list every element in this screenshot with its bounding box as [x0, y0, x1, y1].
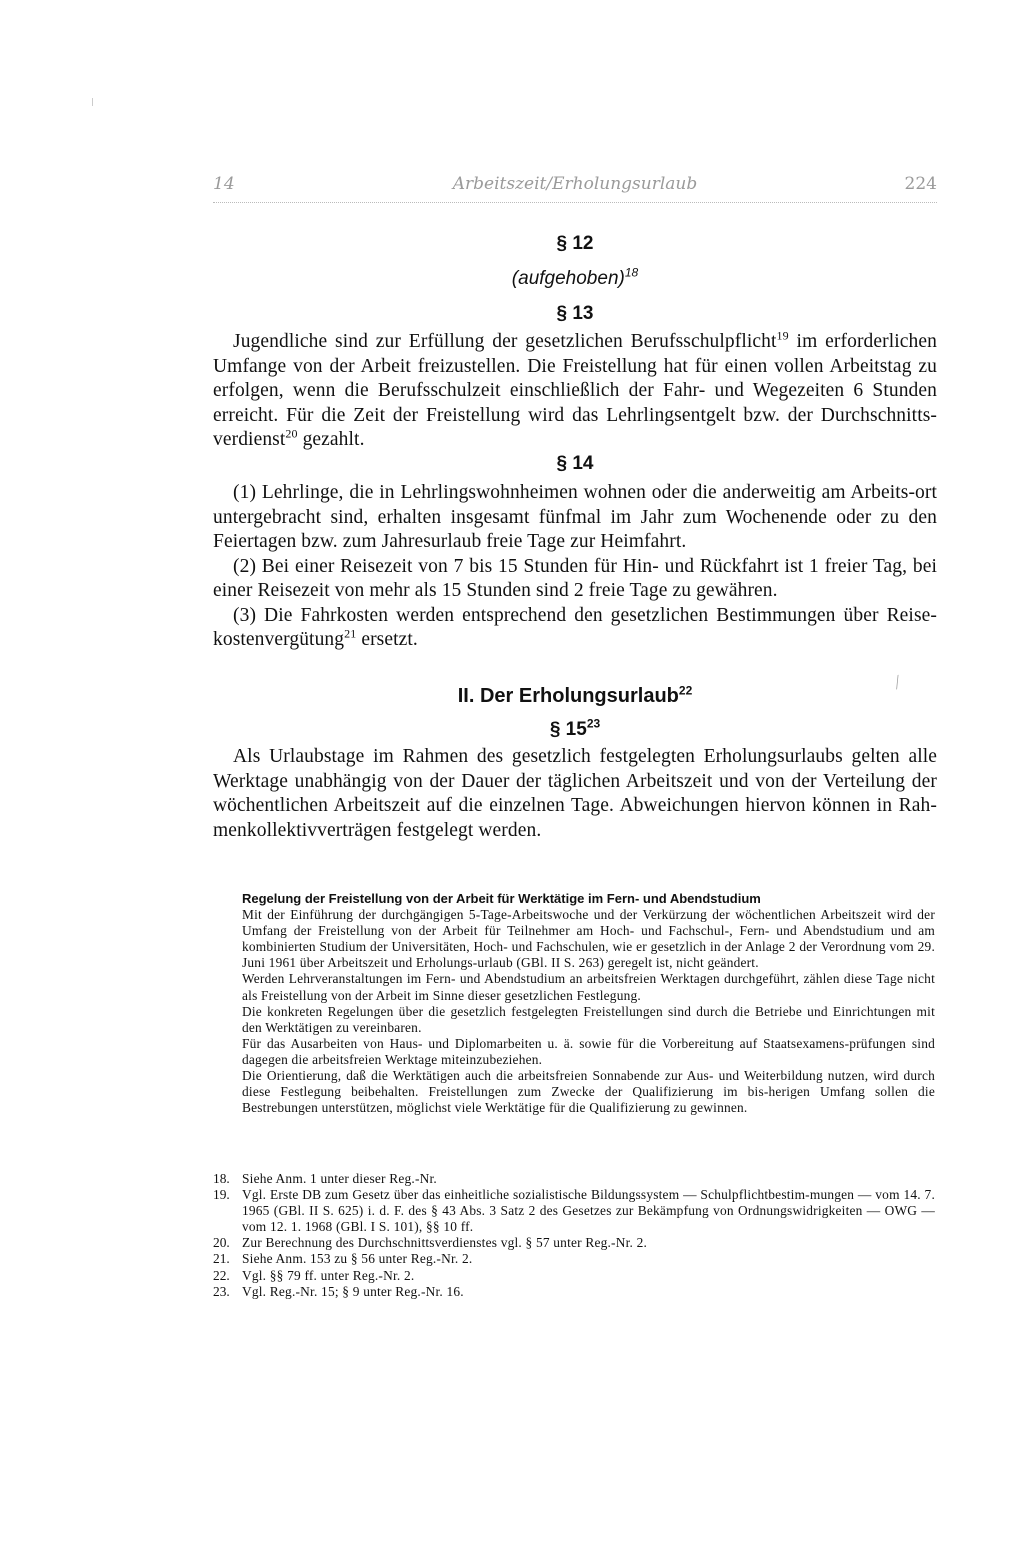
- footnote-number: 22.: [213, 1267, 230, 1283]
- footnote-number: 21.: [213, 1251, 230, 1267]
- section-14-title: § 14: [556, 453, 594, 474]
- footnote: [213, 1187, 935, 1235]
- section-14-paragraph-2: (2) Bei einer Reisezeit von 7 bis 15 Stunden für Hin- und Rückfahrt ist 1 freier Tag, bei einer Reisezeit von mehr als 15 Stunden sind 2 freie Tage zu gewähren.: [213, 555, 937, 601]
- section-15-title: [213, 718, 937, 742]
- section-12-title: § 12: [556, 233, 594, 254]
- footnote-ref: 20: [285, 426, 298, 441]
- footnote-ref: 23: [586, 716, 601, 731]
- footnote: [213, 1171, 935, 1187]
- paragraph-text: ersetzt.: [356, 629, 418, 650]
- part-2-heading-text: II. Der Erholungsurlaub: [457, 685, 679, 707]
- paragraph-text: (3) Die Fahrkosten werden entsprechend den gesetzlichen Bestimmungen über Reise-kostenvergütung: [213, 604, 937, 650]
- page-header: [213, 172, 937, 202]
- footnote-text: Vgl. Erste DB zum Gesetz über das einheitliche sozialistische Bildungssystem — Schulpflichtbestim-mungen — vom 14. 7. 1965 (GBl. II S. 625) i. d. F. des § 43 Abs. 3 Satz 2 des Gesetzes zur Bekämpfung von Ordnungswidrigkeiten — OWG — vom 12. 1. 1968 (GBl. I S. 101), §§ 10 ff.: [242, 1187, 935, 1235]
- footnote-ref: 18: [624, 265, 639, 280]
- note-paragraph: Die konkreten Regelungen über die gesetzlich festgelegten Freistellungen sind durch die Betriebe und Einrichtungen mit den Werktätigen zu vereinbaren.: [242, 1003, 935, 1035]
- footnote-text: Vgl. Reg.-Nr. 15; § 9 unter Reg.-Nr. 16.: [242, 1283, 464, 1299]
- footnote: [213, 1251, 935, 1267]
- section-15: [213, 718, 937, 843]
- section-14: [213, 452, 937, 653]
- footnote-ref: 22: [678, 683, 693, 698]
- paragraph-text: Jugendliche sind zur Erfüllung der gesetzlichen Berufsschulpflicht: [233, 331, 777, 352]
- note-paragraph: Mit der Einführung der durchgängigen 5-Tage-Arbeitswoche und der Verkürzung der wöchentlichen Arbeitszeit wird der Umfang der Freistellung von der Arbeit für Teilnehmer am Hoch- und Fachschul-, Fern- und Abendstudium und am kombinierten Studium der Universitäten, Hoch- und Fachschulen, wie er gesetzlich in der Anlage 2 der Verordnung vom 29. Juni 1961 über Arbeitszeit und Erholungs-urlaub (GBl. II S. 263) geregelt ist, nicht geändert.: [242, 907, 935, 971]
- section-14-paragraph-1: (1) Lehrlinge, die in Lehrlingswohnheimen wohnen oder die anderweitig am Arbeits-ort untergebracht sind, erhalten insgesamt fünfmal im Jahr zum Wochenende oder zu den Feiertagen bzw. zum Jahresurlaub freie Tage zur Heimfahrt.: [213, 482, 937, 552]
- note-paragraph: Werden Lehrveranstaltungen im Fern- und Abendstudium an arbeitsfreien Werktagen durchgeführt, zählen diese Tage nicht als Freistellung von der Arbeit im Sinne dieser gesetzlichen Festlegung.: [242, 971, 935, 1003]
- footnote-ref: 21: [344, 626, 357, 641]
- footnote-number: 20.: [213, 1235, 230, 1251]
- footnote-ref: 19: [776, 328, 789, 343]
- section-13-paragraph: [213, 330, 937, 453]
- page-number: 224: [904, 174, 937, 194]
- footnote: [213, 1284, 935, 1300]
- footnote-text: Siehe Anm. 153 zu § 56 unter Reg.-Nr. 2.: [242, 1251, 473, 1267]
- footnote-text: Vgl. §§ 79 ff. unter Reg.-Nr. 2.: [242, 1267, 415, 1283]
- header-title: Arbeitszeit/Erholungsurlaub: [452, 174, 698, 194]
- note-title: Regelung der Freistellung von der Arbeit für Werktätige im Fern- und Abendstudium: [242, 891, 761, 906]
- note-paragraph: Die Orientierung, daß die Werktätigen auch die arbeitsfreien Sonnabende zur Aus- und Weiterbildung nutzen, wird durch diese Festlegung beibehalten. Freistellungen zum Zwecke der Qualifizierung im bis-herigen Umfang sollen die Bestrebungen unterstützen, möglichst viele Werktätige für die Qualifizierung zu gewinnen.: [242, 1068, 935, 1116]
- section-13-title: § 13: [556, 303, 594, 324]
- header-section-number: 14: [213, 174, 235, 194]
- section-15-paragraph: Als Urlaubstage im Rahmen des gesetzlich festgelegten Erholungsurlaubs gelten alle Werktage unabhängig von der Dauer der täglichen Arbeitszeit und von der Verteilung der wöchentlichen Arbeitszeit auf die einzelnen Tage. Abweichungen hiervon können in Rah-menkollektivverträgen festgelegt werden.: [213, 746, 937, 841]
- section-12: [213, 232, 937, 291]
- part-2-heading: [213, 683, 937, 709]
- section-12-subtitle: [213, 267, 937, 291]
- scan-mark: [92, 98, 93, 106]
- header-rule: [213, 202, 937, 203]
- section-12-subtitle-text: (aufgehoben): [511, 268, 625, 289]
- footnote: [213, 1268, 935, 1284]
- footnote-number: 23.: [213, 1283, 230, 1299]
- scan-mark: ⁄: [890, 672, 904, 692]
- footnote-text: Zur Berechnung des Durchschnittsverdienstes vgl. § 57 unter Reg.-Nr. 2.: [242, 1235, 648, 1251]
- paragraph-text: gezahlt.: [297, 429, 365, 450]
- section-14-paragraph-3: [213, 604, 937, 653]
- note-block: [242, 891, 935, 1116]
- footnote: [213, 1235, 935, 1251]
- section-15-title-text: § 15: [549, 719, 587, 740]
- note-paragraph: Für das Ausarbeiten von Haus- und Diplomarbeiten u. ä. sowie für die Vorbereitung auf Staatsexamens-prüfungen sind dagegen die arbeitsfreien Werktage miteinzubeziehen.: [242, 1035, 935, 1067]
- section-13: [213, 302, 937, 453]
- footnote-number: 18.: [213, 1171, 230, 1186]
- part-2: [213, 683, 937, 709]
- paragraph-text: im erforderlichen Umfange von der Arbeit freizustellen. Die Freistellung hat für einen vollen Arbeitstag zu erfolgen, wenn die Berufsschulzeit einschließlich der Fahr- und Wegezeiten 6 Stunden erreicht. Für die Zeit der Freistellung wird das Lehrlingsentgelt bzw. der Durchschnitts-verdienst: [213, 331, 937, 450]
- footnotes: [213, 1171, 935, 1300]
- footnote-number: 19.: [213, 1187, 230, 1203]
- footnote-text: Siehe Anm. 1 unter dieser Reg.-Nr.: [242, 1171, 437, 1186]
